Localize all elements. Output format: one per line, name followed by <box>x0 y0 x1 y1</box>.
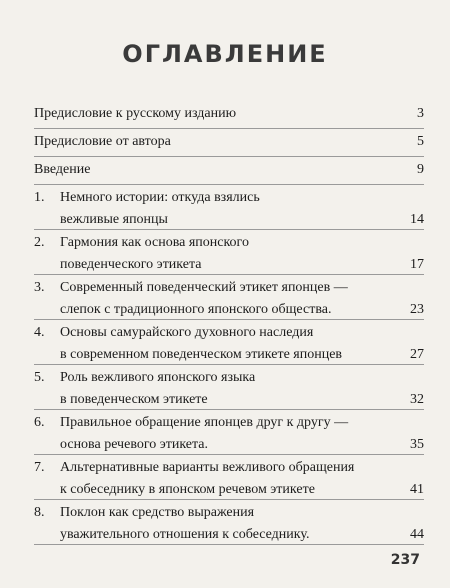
toc-entry-title <box>60 322 400 366</box>
toc-entry <box>34 277 424 322</box>
toc-entry-title <box>60 502 400 546</box>
toc-entry-line: к собеседнику в японском речевом этикете <box>60 482 315 497</box>
toc-page-number: 44 <box>410 527 424 542</box>
toc-entry <box>34 131 424 159</box>
toc-entry-title <box>60 277 400 321</box>
divider <box>34 156 424 157</box>
divider <box>34 364 424 365</box>
divider <box>34 229 424 230</box>
page-number: 237 <box>390 552 420 568</box>
toc-entry <box>34 187 424 232</box>
toc-entry-line: слепок с традиционного японского общества. <box>60 302 332 317</box>
toc-page-number: 41 <box>410 482 424 497</box>
divider <box>34 128 424 129</box>
toc-entry <box>34 367 424 412</box>
toc-entry <box>34 159 424 187</box>
divider <box>34 409 424 410</box>
toc-entry <box>34 502 424 547</box>
toc-entry <box>34 103 424 131</box>
toc-page-number: 23 <box>410 302 424 317</box>
divider <box>34 499 424 500</box>
toc-entry <box>34 232 424 277</box>
toc-entry-line: Поклон как средство выражения <box>60 505 255 520</box>
toc-entry-line: вежливые японцы <box>60 212 168 227</box>
toc-entry-number: 4. <box>34 325 45 340</box>
toc-entry-number: 1. <box>34 190 45 205</box>
toc-entry-title <box>60 232 400 276</box>
toc-entry <box>34 412 424 457</box>
toc-page-number: 17 <box>410 257 424 272</box>
toc-entry-title <box>34 159 404 181</box>
toc-entry-title <box>60 367 400 411</box>
toc-entry-title <box>34 103 404 125</box>
divider <box>34 274 424 275</box>
toc-entry-number: 7. <box>34 460 45 475</box>
toc-entry-title <box>60 412 400 456</box>
toc-entry-line: Введение <box>34 162 91 177</box>
toc-page-number: 35 <box>410 437 424 452</box>
divider <box>34 319 424 320</box>
toc-entry-line: Предисловие к русскому изданию <box>34 106 237 121</box>
toc-page-number: 32 <box>410 392 424 407</box>
toc-entry-line: Правильное обращение японцев друг к другу — <box>60 415 349 430</box>
toc-entry-line: в поведенческом этикете <box>60 392 208 407</box>
toc-entry-line: Альтернативные варианты вежливого обращения <box>60 460 355 475</box>
table-of-contents <box>34 103 424 547</box>
toc-entry-line: уважительного отношения к собеседнику. <box>60 527 310 542</box>
toc-entry-title <box>60 457 400 501</box>
toc-entry-line: Основы самурайского духовного наследия <box>60 325 314 340</box>
toc-entry-line: в современном поведенческом этикете японцев <box>60 347 343 362</box>
toc-entry <box>34 457 424 502</box>
toc-entry-number: 2. <box>34 235 45 250</box>
toc-page-number: 27 <box>410 347 424 362</box>
divider <box>34 544 424 545</box>
divider <box>34 454 424 455</box>
toc-entry <box>34 322 424 367</box>
toc-entry-line: основа речевого этикета. <box>60 437 209 452</box>
toc-page-number: 14 <box>410 212 424 227</box>
toc-entry-number: 5. <box>34 370 45 385</box>
toc-entry-line: Немного истории: откуда взялись <box>60 190 260 205</box>
toc-entry-number: 3. <box>34 280 45 295</box>
toc-entry-number: 8. <box>34 505 45 520</box>
toc-page-number: 5 <box>417 134 424 149</box>
toc-entry-line: поведенческого этикета <box>60 257 202 272</box>
page-title: ОГЛАВЛЕНИЕ <box>122 40 328 68</box>
toc-entry-line: Гармония как основа японского <box>60 235 249 250</box>
toc-page-number: 3 <box>417 106 424 121</box>
toc-page-number: 9 <box>417 162 424 177</box>
toc-entry-number: 6. <box>34 415 45 430</box>
divider <box>34 184 424 185</box>
toc-entry-title <box>60 187 400 231</box>
toc-entry-line: Предисловие от автора <box>34 134 171 149</box>
toc-entry-title <box>34 131 404 153</box>
toc-entry-line: Роль вежливого японского языка <box>60 370 256 385</box>
toc-entry-line: Современный поведенческий этикет японцев — <box>60 280 348 295</box>
